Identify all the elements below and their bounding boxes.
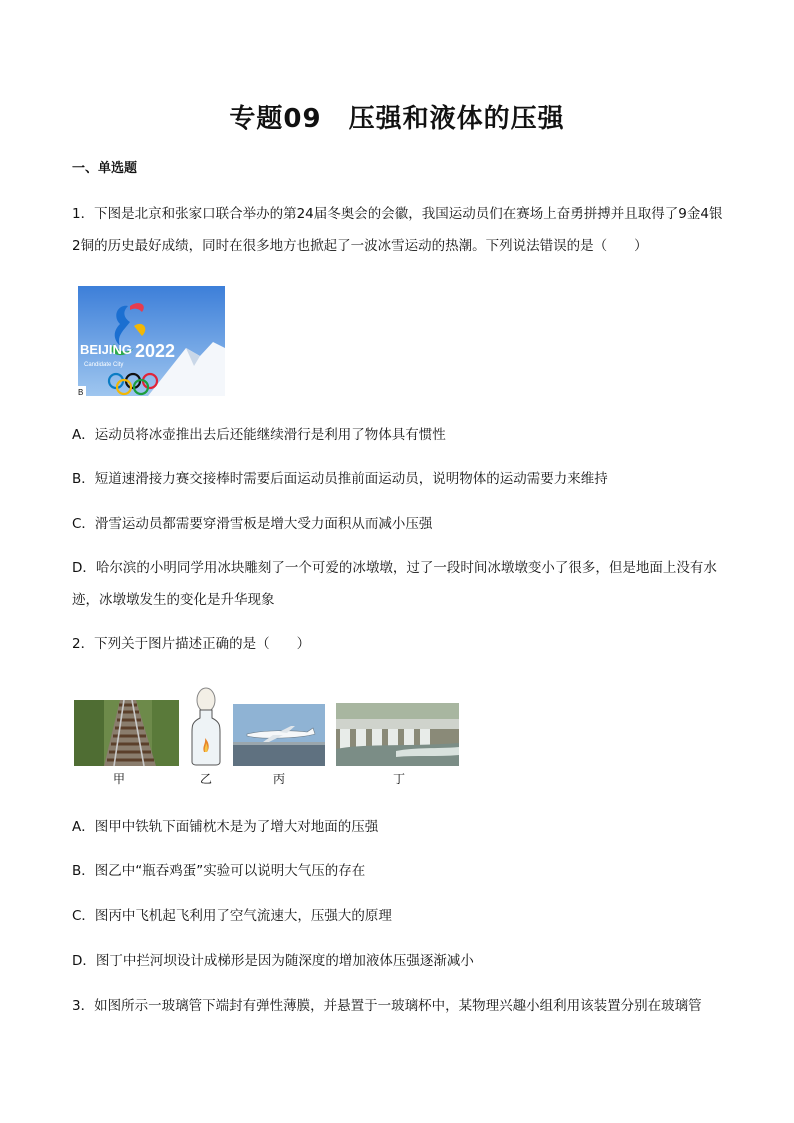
question-1-option-d: D．哈尔滨的小明同学用冰块雕刻了一个可爱的冰墩墩，过了一段时间冰墩墩变小了很多，但是地面上没有水迹，冰墩墩发生的变化是升华现象	[72, 560, 717, 608]
question-2-stem: 2．下列关于图片描述正确的是（ ）	[72, 636, 311, 652]
question-2-option-c: C．图丙中飞机起飞利用了空气流速大，压强大的原理	[72, 908, 392, 924]
question-2-option-d: D．图丁中拦河坝设计成梯形是因为随深度的增加液体压强逐渐减小	[72, 953, 474, 969]
railway-picture	[74, 700, 179, 766]
emblem-text-candidate: Candidate City	[84, 362, 124, 368]
question-1-option-b: B．短道速滑接力赛交接棒时需要后面运动员推前面运动员，说明物体的运动需要力来维持	[72, 471, 608, 487]
question-2-option-b: B．图乙中“瓶吞鸡蛋”实验可以说明大气压的存在	[72, 863, 366, 879]
dam-image	[336, 703, 459, 766]
bottle-egg-image	[190, 686, 222, 766]
caption-jia: 甲	[113, 772, 126, 786]
figure-label: B	[78, 388, 84, 396]
caption-ding: 丁	[393, 772, 406, 786]
question-2-option-a: A．图甲中铁轨下面铺枕木是为了增大对地面的压强	[72, 819, 379, 835]
question-1-option-c: C．滑雪运动员都需要穿滑雪板是增大受力面积从而减小压强	[72, 516, 433, 532]
airplane-picture	[233, 704, 325, 766]
dam-picture	[336, 703, 459, 766]
caption-yi: 乙	[200, 772, 213, 786]
railway-track-image	[74, 700, 179, 766]
question-1-option-a: A．运动员将冰壶推出去后还能继续滑行是利用了物体具有惯性	[72, 427, 446, 443]
bottle-egg-picture	[190, 686, 222, 766]
winter-olympics-emblem-image	[78, 286, 225, 396]
emblem-text-beijing: BEIJING	[80, 342, 133, 357]
emblem-picture	[78, 286, 225, 396]
question-3-stem: 3．如图所示一玻璃管下端封有弹性薄膜，并悬置于一玻璃杯中，某物理兴趣小组利用该装置分别在玻璃管	[72, 998, 702, 1014]
section-heading: 一、单选题	[72, 161, 138, 176]
emblem-text-year: 2022	[135, 341, 176, 361]
page-title: 专题09 压强和液体的压强	[229, 104, 565, 134]
question-1-stem: 1．下图是北京和张家口联合举办的第24届冬奥会的会徽，我国运动员们在赛场上奋勇拼搏并且取得了9金4银2铜的历史最好成绩，同时在很多地方也掀起了一波冰雪运动的热潮。下列说法错误的是（ ）	[72, 206, 723, 254]
caption-bing: 丙	[273, 772, 286, 786]
airplane-image	[233, 704, 325, 766]
